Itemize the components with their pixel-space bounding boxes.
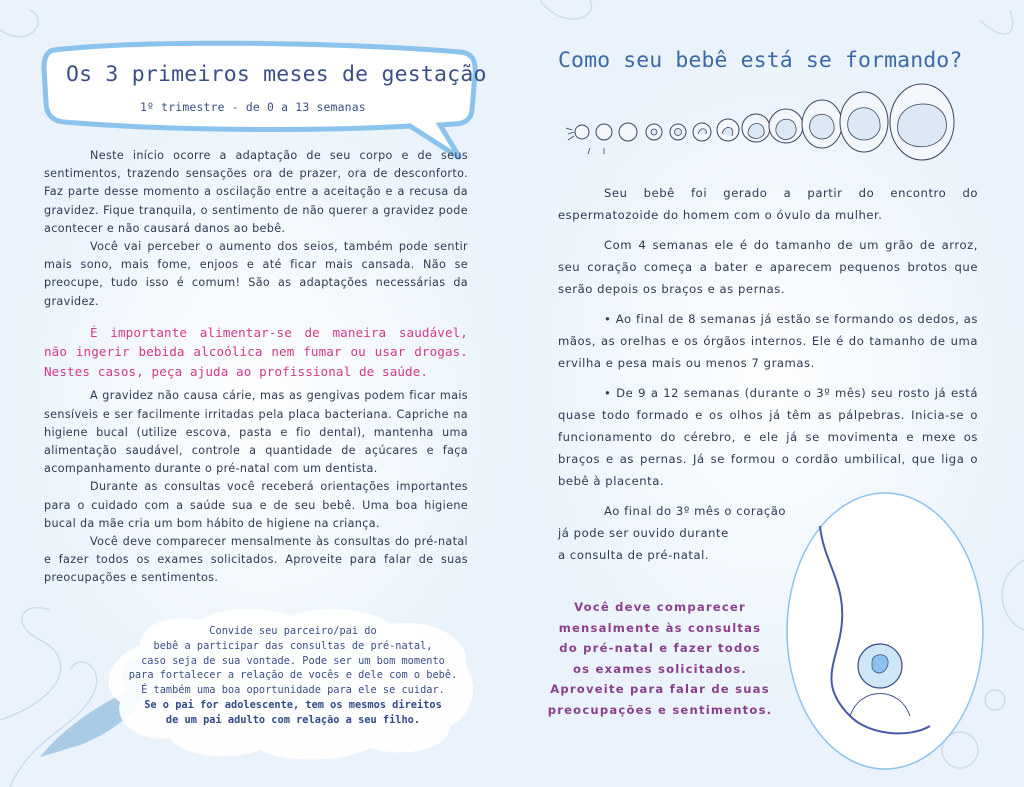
paragraph: Com 4 semanas ele é do tamanho de um grão de arroz, seu coração começa a bater e aparecem pequenos brotos que serão depois os braços e as pernas.	[558, 238, 978, 296]
pregnancy-illustration	[780, 486, 990, 776]
highlight-line: mensalmente às consultas	[558, 620, 762, 635]
paragraph: Você vai perceber o aumento dos seios, também pode sentir mais sono, mais fome, enjoos e até ficar mais cansada. Não se preocupe, tudo isso é comum! São as adaptações necessárias da gravidez.	[44, 240, 468, 308]
partner-note-bold-line: de um pai adulto com relação a seu filho.	[165, 713, 421, 726]
paragraph: Seu bebê foi gerado a partir do encontro do espermatozoide do homem com o óvulo da mulher.	[558, 186, 978, 222]
health-warning-note: É importante alimentar-se de maneira saudável, não ingerir bebida alcoólica nem fumar ou usar drogas. Nestes casos, peça ajuda ao profissional de saúde.	[44, 324, 468, 379]
page-subtitle: 1º trimestre - de 0 a 13 semanas	[140, 100, 366, 114]
partner-note-line: caso seja de sua vontade. Pode ser um bom momento	[141, 654, 445, 667]
partner-note-line: É também uma boa oportunidade para ele se cuidar.	[141, 684, 445, 697]
highlight-note	[546, 597, 774, 721]
partner-note-line: para fortalecer a relação de vocês e dele com o bebê.	[128, 669, 458, 682]
paragraph: Neste início ocorre a adaptação de seu corpo e de seus sentimentos, trazendo sensações ora de prazer, ora de desconforto. Faz parte desse momento a oscilação entre a aceitação e a recusa da gravidez. Fique tranquila, o sentimento de não querer a gravidez pode acontecer e não causará danos ao bebê.	[44, 149, 468, 235]
partner-note	[118, 624, 468, 728]
heart-note-line: já pode ser ouvido durante	[558, 526, 729, 540]
partner-note-line: Convide seu parceiro/pai do	[209, 625, 377, 637]
highlight-line: os exames solicitados.	[573, 661, 747, 676]
heart-note-line: Ao final do 3º mês o coração	[604, 504, 787, 518]
paragraph: • De 9 a 12 semanas (durante o 3º mês) seu rosto já está quase todo formado e os olhos já têm as pálpebras. Inicia-se o funcionamento do cérebro, e ele já se movimenta e mexe os braços e as pernas. Já se formou o cordão umbilical, que liga o bebê à placenta.	[558, 386, 978, 488]
paragraph: Durante as consultas você receberá orientações importantes para o cuidado com a saúde sua e de seu bebê. Uma boa higiene bucal da mãe cria um bom hábito de higiene na criança.	[44, 480, 468, 530]
paragraph: Você deve comparecer mensalmente às consultas do pré-natal e fazer todos os exames solicitados. Aproveite para falar de suas preocupações e sentimentos.	[44, 534, 468, 585]
highlight-line: Aproveite para falar de suas	[550, 682, 770, 697]
partner-note-line: bebê a participar das consultas de pré-natal,	[153, 639, 433, 652]
embryo-development-illustration	[560, 82, 960, 172]
highlight-line: preocupações e sentimentos.	[547, 702, 773, 717]
left-text-column	[44, 147, 468, 588]
paragraph: A gravidez não causa cárie, mas as gengivas podem ficar mais sensíveis e ser facilmente irritadas pela placa bacteriana. Capriche na higiene bucal (utilize escova, pasta e fio dental), mantenha uma alimentação saudável, controle a quantidade de açúcares e faça acompanhamento durante o pré-natal com um dentista.	[44, 389, 468, 476]
partner-note-bold-line: Se o pai for adolescente, tem os mesmos direitos	[144, 698, 442, 711]
heart-note-line: a consulta de pré-natal.	[558, 548, 710, 562]
highlight-line: Você deve comparecer	[574, 600, 746, 614]
highlight-line: do pré-natal e fazer todos	[559, 641, 761, 656]
section-title: Como seu bebê está se formando?	[558, 48, 963, 73]
page-title: Os 3 primeiros meses de gestação	[66, 62, 487, 87]
paragraph: • Ao final de 8 semanas já estão se formando os dedos, as mãos, as orelhas e os órgãos internos. Ele é do tamanho de uma ervilha e pesa mais ou menos 7 gramas.	[558, 312, 978, 370]
